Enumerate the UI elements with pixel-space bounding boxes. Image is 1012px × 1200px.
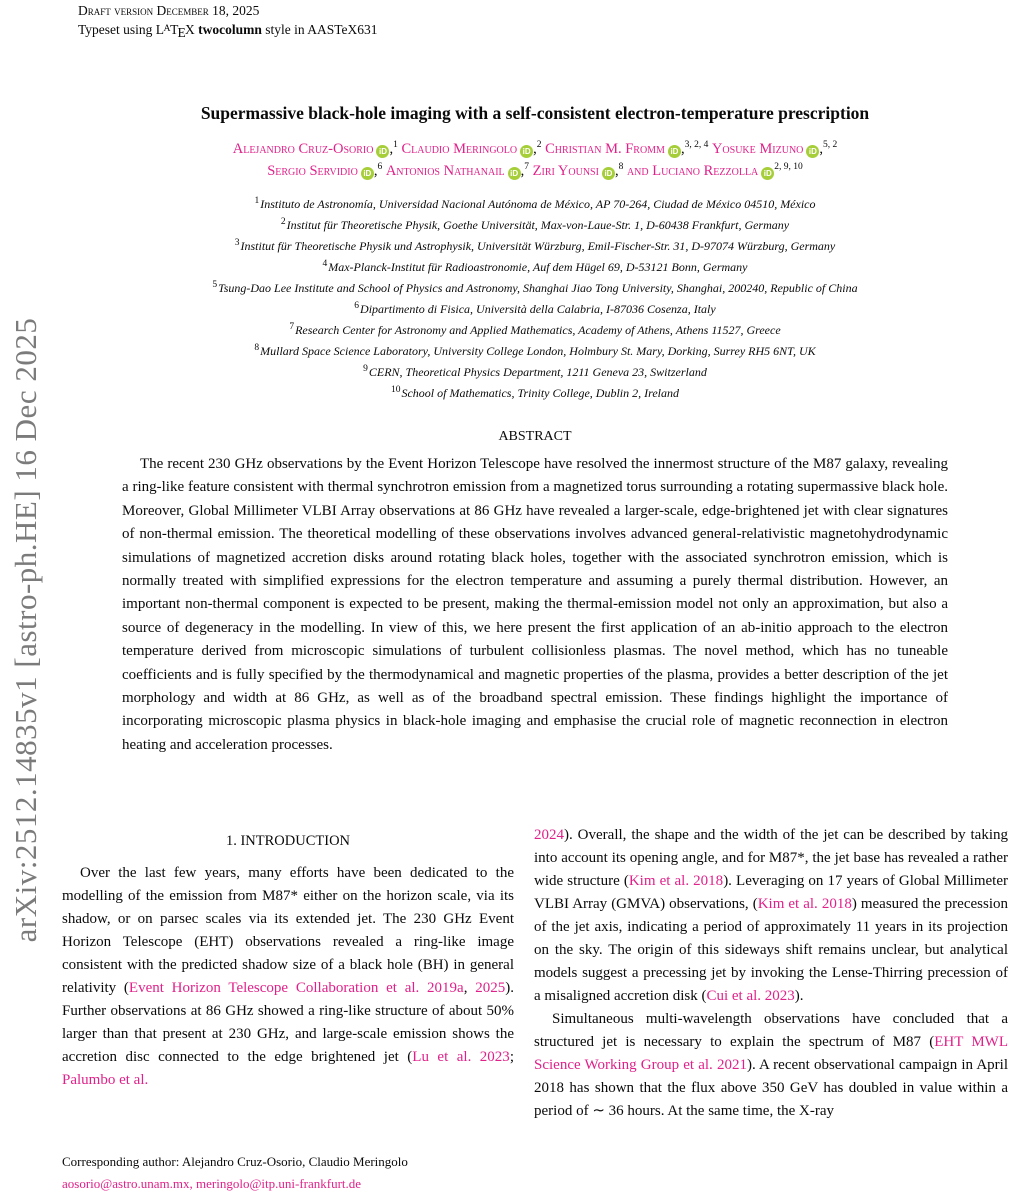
- author-separator: ,: [819, 141, 824, 157]
- author-list: [62, 138, 1008, 182]
- affiliation-list: [62, 194, 1008, 404]
- affiliation-number: 10: [390, 385, 401, 395]
- section-heading-introduction: 1. INTRODUCTION: [225, 833, 351, 849]
- author-separator: ,: [389, 141, 394, 157]
- abstract-text: The recent 230 GHz observations by the Event Horizon Telescope have resolved the innermost structure of the M87 galaxy, revealing a ring-like feature consistent with thermal synchrotron emission from a magnetized torus surrounding a rotating supermassive black hole. Moreover, Global Millimeter VLBI Array observations at 86 GHz have revealed a larger-scale, edge-brightened jet with clear signatures of non-thermal emission. The theoretical modelling of these observations involves advanced general-relativistic magnetohydrodynamic simulations of magnetized accretion disks around rotating black holes, together with the associated synchrotron emission, which is normally treated with simplified expressions for the electron temperature and assuming a purely thermal distribution. However, an important non-thermal component is expected to be present, making the thermal-emission model not only an approximation, but also a source of degeneracy in the modelling. In view of this, we here present the first application of an ab-initio approach to the electron temperature derived from microscopic simulations of turbulent collisionless plasmas. The novel method, which has no tuneable coefficients and is fully specified by the thermodynamical and magnetic properties of the plasma, provides a better description of the jet morphology and width at 86 GHz, as well as of the broadband spectral emission. These findings highlight the importance of incorporating microscopic plasma physics in black-hole imaging and emphasise the crucial role of magnetic reconnection in electron heating and acceleration processes.: [122, 456, 948, 753]
- author-name: Yosuke Mizuno: [711, 141, 804, 157]
- citation-link[interactable]: EHT MWL Science Working Group et al. 2021: [534, 1034, 1008, 1073]
- affiliation-text: Instituto de Astronomía, Universidad Nacional Autónoma de México, AP 70-264, Ciudad de México 04510, México: [260, 197, 816, 211]
- affiliation-line: [62, 215, 1008, 236]
- typeset-line: Typeset using $L^ATEX$ twocolumn style in AASTeX631: [78, 22, 378, 40]
- author-separator: ,: [373, 163, 378, 179]
- affiliation-text: Institut für Theoretische Physik, Goethe Universität, Max-von-Laue-Str. 1, D-60438 Frankfurt, Germany: [286, 218, 790, 232]
- citation-link[interactable]: 2024: [534, 827, 564, 843]
- orcid-icon[interactable]: iD: [361, 167, 374, 180]
- affiliation-number: 8: [254, 343, 260, 353]
- citation-link[interactable]: Cui et al. 2023: [706, 988, 795, 1004]
- body-paragraph: 2024). Overall, the shape and the width of the jet can be described by taking into account its opening angle, and for M87*, the jet base has revealed a rather wide structure (Kim et al. 2018). Leveraging on 17 years of Global Millimeter VLBI Array (GMVA) observations, (Kim et al. 2018) measured the precession of the jet axis, indicating a period of approximately 11 years in its projection on the sky. The origin of this sideways shift remains unclear, but analytical models suggest a precessing jet by invoking the Lense-Thirring precession of a misaligned accretion disk (Cui et al. 2023).: [534, 827, 1008, 1004]
- author-separator: ,: [533, 141, 537, 157]
- affiliation-text: Research Center for Astronomy and Applied Mathematics, Academy of Athens, Athens 11527, Greece: [295, 323, 781, 337]
- author-name: Ziri Younsi: [532, 163, 599, 179]
- affiliation-superscript: 2: [536, 140, 542, 151]
- author-name: Claudio Meringolo: [401, 141, 518, 157]
- right-column: [534, 824, 1008, 1123]
- citation-link[interactable]: Lu et al. 2023: [412, 1049, 510, 1065]
- affiliation-number: 2: [280, 217, 286, 227]
- author-name: Christian M. Fromm: [545, 141, 665, 157]
- affiliation-number: 1: [254, 196, 260, 206]
- affiliation-text: Mullard Space Science Laboratory, University College London, Holmbury St. Mary, Dorking, Surrey RH5 6NT, UK: [260, 344, 816, 358]
- affiliation-text: CERN, Theoretical Physics Department, 1211 Geneva 23, Switzerland: [368, 365, 707, 379]
- affiliation-superscript: 7: [524, 162, 530, 173]
- orcid-icon[interactable]: iD: [376, 145, 389, 158]
- draft-header: [78, 2, 378, 42]
- citation-link[interactable]: Kim et al. 2018: [757, 896, 852, 912]
- corresponding-author-emails[interactable]: aosorio@astro.unam.mx, meringolo@itp.uni-frankfurt.de: [62, 1176, 362, 1191]
- affiliation-text: Max-Planck-Institut für Radioastronomie, Auf dem Hügel 69, D-53121 Bonn, Germany: [328, 260, 748, 274]
- author-name: Sergio Servidio: [267, 163, 358, 179]
- orcid-icon[interactable]: iD: [761, 167, 774, 180]
- latex-logo: $L^ATEX$: [155, 22, 195, 40]
- affiliation-line: [62, 236, 1008, 257]
- citation-link[interactable]: Palumbo et al.: [62, 1072, 149, 1088]
- author-name: Alejandro Cruz-Osorio: [232, 141, 374, 157]
- affiliation-text: Dipartimento di Fisica, Università della Calabria, I-87036 Cosenza, Italy: [360, 302, 716, 316]
- orcid-icon[interactable]: iD: [806, 145, 819, 158]
- author-name: Antonios Nathanail: [385, 163, 505, 179]
- affiliation-superscript: 6: [377, 162, 383, 173]
- orcid-icon[interactable]: iD: [508, 167, 521, 180]
- corresponding-author-block: [62, 1151, 514, 1195]
- orcid-icon[interactable]: iD: [602, 167, 615, 180]
- abstract-heading: ABSTRACT: [498, 429, 572, 444]
- affiliation-superscript: 8: [618, 162, 624, 173]
- affiliation-line: [62, 362, 1008, 383]
- affiliation-number: 9: [363, 364, 368, 374]
- left-column: [62, 830, 514, 1092]
- affiliation-number: 6: [354, 301, 360, 311]
- intro-paragraph: Over the last few years, many efforts have been dedicated to the modelling of the emission from M87* either on the horizon scale, via its shadow, or on parsec scales via its extended jet. The 230 GHz Event Horizon Telescope (EHT) observations revealed a ring-like image consistent with the predicted shadow size of a black hole (BH) in general relativity (Event Horizon Telescope Collaboration et al. 2019a, 2025). Further observations at 86 GHz showed a ring-like structure of about 50% larger than that present at 230 GHz, and large-scale emission shows the accretion disc connected to the edge brightened jet (Lu et al. 2023; Palumbo et al.: [62, 865, 514, 1088]
- affiliation-text: Institut für Theoretische Physik und Astrophysik, Universität Würzburg, Emil-Fischer-Str. 31, D-97074 Würzburg, Germany: [240, 239, 836, 253]
- affiliation-number: 4: [322, 259, 328, 269]
- paper-title: Supermassive black-hole imaging with a self-consistent electron-temperature prescription: [200, 103, 870, 123]
- affiliation-number: 3: [234, 238, 240, 248]
- affiliation-text: Tsung-Dao Lee Institute and School of Physics and Astronomy, Shanghai Jiao Tong University, Shanghai, 200240, Republic of China: [218, 281, 858, 295]
- citation-link[interactable]: Kim et al. 2018: [628, 873, 724, 889]
- author-name: and Luciano Rezzolla: [626, 163, 759, 179]
- orcid-icon[interactable]: iD: [520, 145, 533, 158]
- affiliation-number: 7: [289, 322, 295, 332]
- affiliation-text: School of Mathematics, Trinity College, Dublin 2, Ireland: [401, 386, 680, 400]
- citation-link[interactable]: 2025: [475, 980, 506, 996]
- body-paragraph: Simultaneous multi-wavelength observations have concluded that a structured jet is necessary to explain the spectrum of M87 (EHT MWL Science Working Group et al. 2021). A recent observational campaign in April 2018 has shown that the flux above 350 GeV has doubled in value within a period of ∼ 36 hours. At the same time, the X-ray: [534, 1011, 1008, 1119]
- author-separator: ,: [680, 141, 685, 157]
- affiliation-line: [62, 299, 1008, 320]
- affiliation-line: [62, 341, 1008, 362]
- affiliation-line: [62, 194, 1008, 215]
- affiliation-superscript: 5, 2: [823, 140, 838, 151]
- author-line: [62, 160, 1008, 182]
- affiliation-superscript: 1: [393, 140, 398, 151]
- draft-version-line: Draft version December 18, 2025: [78, 3, 260, 18]
- corresponding-author-label: Corresponding author: Alejandro Cruz-Osorio, Claudio Meringolo: [62, 1154, 408, 1169]
- affiliation-line: [62, 383, 1008, 404]
- author-separator: ,: [520, 163, 525, 179]
- affiliation-line: [62, 257, 1008, 278]
- affiliation-superscript: 3, 2, 4: [684, 140, 709, 151]
- affiliation-superscript: 2, 9, 10: [774, 162, 803, 173]
- affiliation-line: [62, 320, 1008, 341]
- orcid-icon[interactable]: iD: [668, 145, 681, 158]
- author-line: [62, 138, 1008, 160]
- author-separator: ,: [614, 163, 619, 179]
- arxiv-watermark: arXiv:2512.14835v1 [astro-ph.HE] 16 Dec 2025: [8, 317, 43, 943]
- citation-link[interactable]: Event Horizon Telescope Collaboration et al. 2019a: [128, 980, 464, 996]
- affiliation-number: 5: [212, 280, 218, 290]
- affiliation-line: [62, 278, 1008, 299]
